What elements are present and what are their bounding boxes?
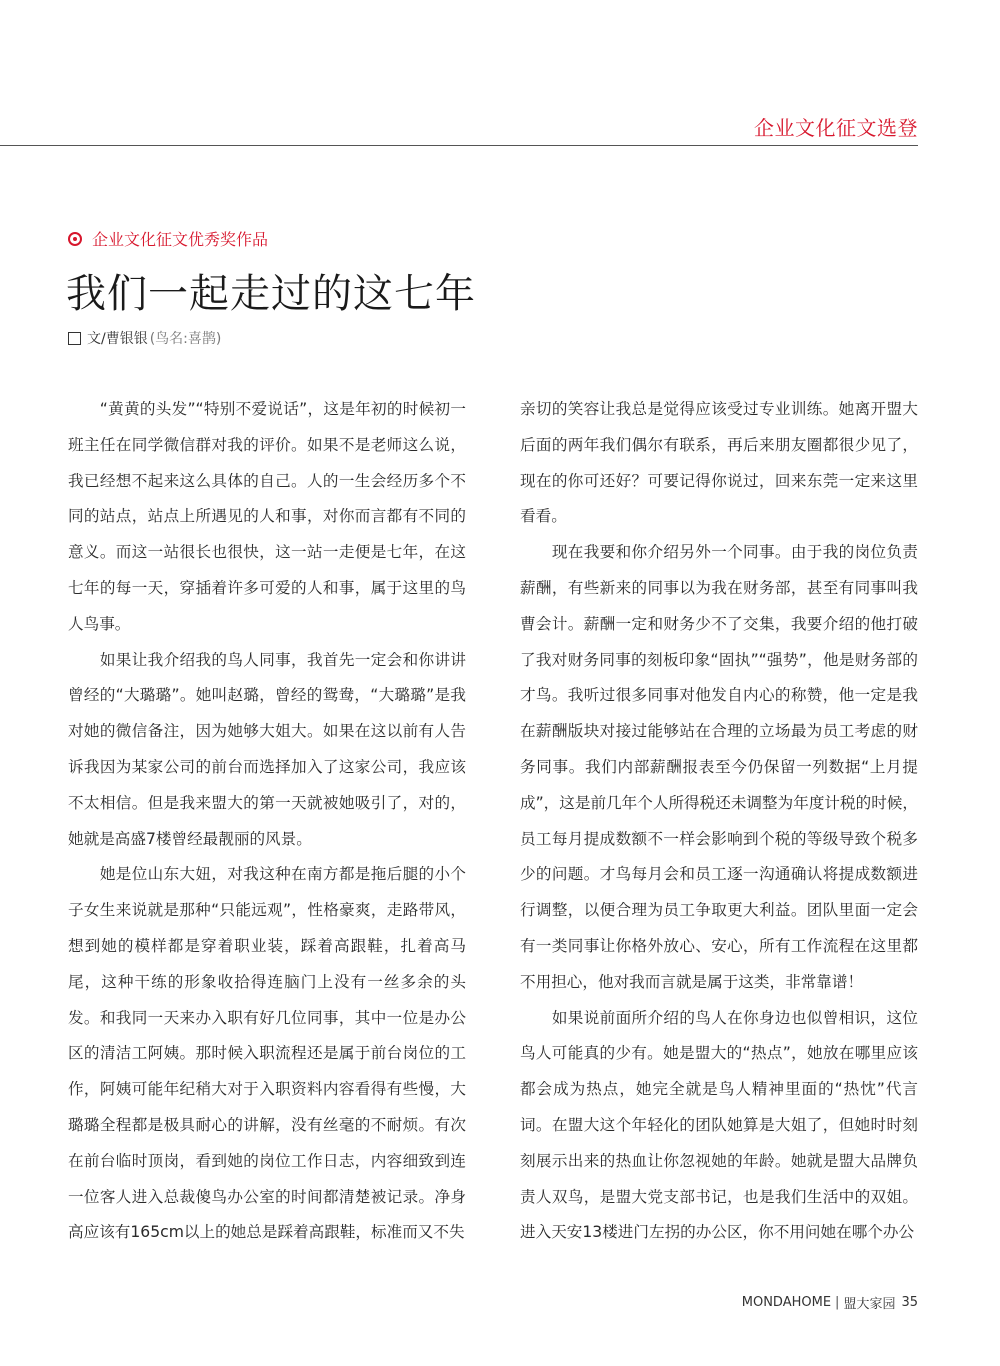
paragraph: 亲切的笑容让我总是觉得应该受过专业训练。她离开盟大后面的两年我们偶尔有联系，再后来朋友圈都很少见了，现在的你可还好？可要记得你说过，回来东莞一定来这里看看。: [520, 400, 918, 526]
paragraph: 如果说前面所介绍的鸟人在你身边也似曾相识，这位鸟人可能真的少有。她是盟大的“热点”，她放在哪里应该都会成为热点，她完全就是鸟人精神里面的“热忱”代言词。在盟大这个年轻化的团队她算是大姐了，但她时时刻刻展示出来的热血让你忽视她的年龄。她就是盟大品牌负责人双鸟，是盟大党支部书记，也是我们生活中的双姐。进入天安13楼进门左拐的办公区，你不用问她在哪个办公: [520, 1008, 918, 1242]
footer-magazine: 盟大家园: [843, 1297, 896, 1312]
column-left: [68, 392, 466, 1251]
footer-brand: MONDAHOME: [741, 1295, 832, 1310]
author-alias: (鸟名:喜鹊): [149, 331, 222, 347]
header-rule: [0, 145, 918, 146]
target-icon: [68, 232, 82, 246]
page-footer: [742, 1293, 918, 1312]
column-right: [520, 392, 918, 1251]
section-title: 企业文化征文选登: [754, 116, 918, 140]
footer-separator: |: [835, 1295, 840, 1310]
award-tag: [68, 227, 268, 250]
box-icon: [68, 332, 81, 345]
paragraph: 她是位山东大妞，对我这种在南方都是拖后腿的小个子女生来说就是那种“只能远观”，性格豪爽，走路带风，想到她的模样都是穿着职业装，踩着高跟鞋，扎着高马尾，这种干练的形象收拾得连脑门上没有一丝多余的头发。和我同一天来办入职有好几位同事，其中一位是办公区的清洁工阿姨。那时候入职流程还是属于前台岗位的工作，阿姨可能年纪稍大对于入职资料内容看得有些慢，大璐璐全程都是极具耐心的讲解，没有丝毫的不耐烦。有次在前台临时顶岗，看到她的岗位工作日志，内容细致到连一位客人进入总裁傻鸟办公室的时间都清楚被记录。净身高应该有165cm以上的她总是踩着高跟鞋，标准而又不失: [68, 865, 466, 1242]
byline: [68, 328, 221, 348]
paragraph: “黄黄的头发”“特别不爱说话”，这是年初的时候初一班主任在同学微信群对我的评价。如果不是老师这么说，我已经想不起来这么具体的自己。人的一生会经历多个不同的站点，站点上所遇见的人和事，对你而言都有不同的意义。而这一站很长也很快，这一站一走便是七年，在这七年的每一天，穿插着许多可爱的人和事，属于这里的鸟人鸟事。: [68, 400, 466, 633]
author: 文/曹银银: [87, 331, 148, 347]
page-number: 35: [901, 1295, 918, 1310]
paragraph: 现在我要和你介绍另外一个同事。由于我的岗位负责薪酬，有些新来的同事以为我在财务部，甚至有同事叫我曹会计。薪酬一定和财务少不了交集，我要介绍的他打破了我对财务同事的刻板印象“固执”“强势”，他是财务部的才鸟。我听过很多同事对他发自内心的称赞，他一定是我在薪酬版块对接过能够站在合理的立场最为员工考虑的财务同事。我们内部薪酬报表至今仍保留一列数据“上月提成”，这是前几年个人所得税还未调整为年度计税的时候，员工每月提成数额不一样会影响到个税的等级导致个税多少的问题。才鸟每月会和员工逐一沟通确认将提成数额进行调整，以便合理为员工争取更大利益。团队里面一定会有一类同事让你格外放心、安心，所有工作流程在这里都不用担心，他对我而言就是属于这类，非常靠谱！: [520, 543, 918, 991]
award-tag-label: 企业文化征文优秀奖作品: [92, 230, 269, 249]
article-title: 我们一起走过的这七年: [66, 271, 476, 317]
paragraph: 如果让我介绍我的鸟人同事，我首先一定会和你讲讲曾经的“大璐璐”。她叫赵璐，曾经的鸳鸯，“大璐璐”是我对她的微信备注，因为她够大姐大。如果在这以前有人告诉我因为某家公司的前台而选择加入了这家公司，我应该不太相信。但是我来盟大的第一天就被她吸引了，对的，她就是高盛7楼曾经最靓丽的风景。: [68, 650, 466, 848]
